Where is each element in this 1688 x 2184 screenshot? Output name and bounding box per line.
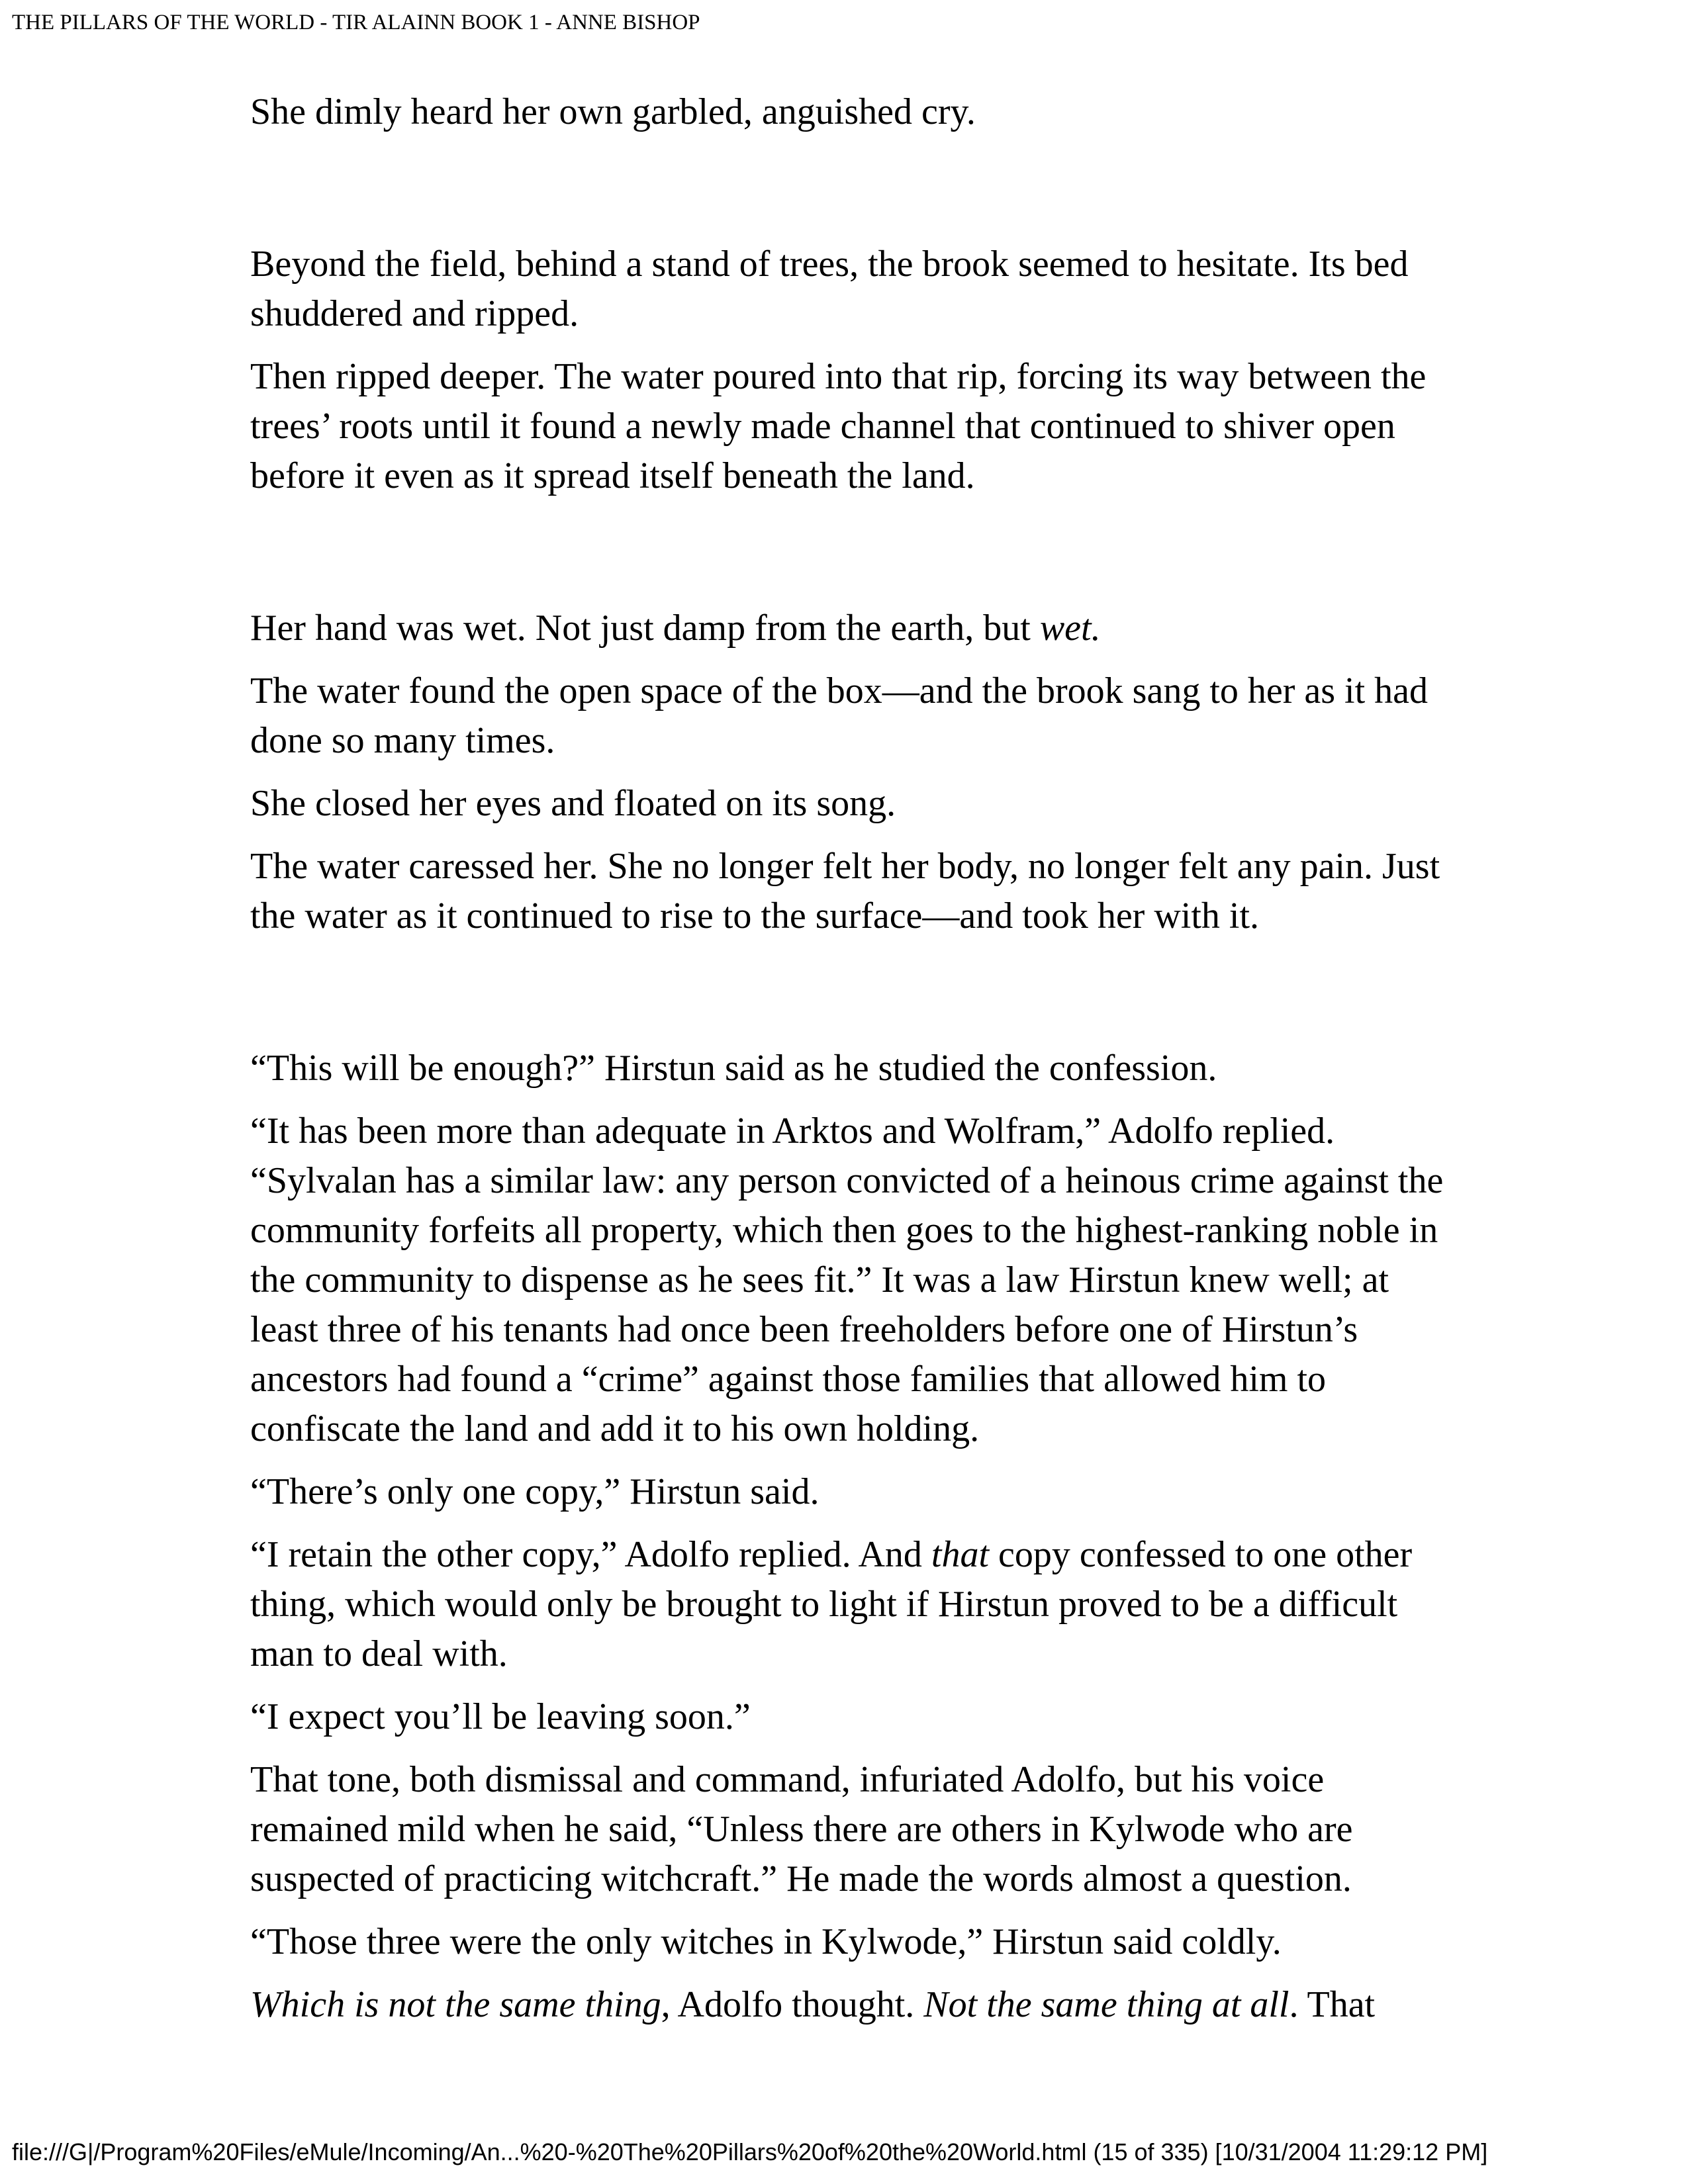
paragraph: “There’s only one copy,” Hirstun said. bbox=[250, 1471, 820, 1512]
section-break bbox=[250, 150, 1448, 240]
section-break bbox=[250, 514, 1448, 604]
emphasis: Which is not the same thing bbox=[250, 1984, 661, 2025]
running-header: THE PILLARS OF THE WORLD - TIR ALAINN BOOK 1 - ANNE BISHOP bbox=[12, 11, 700, 34]
paragraph: “I expect you’ll be leaving soon.” bbox=[250, 1696, 751, 1737]
emphasis: wet. bbox=[1039, 608, 1101, 649]
text-run: “I retain the other copy,” Adolfo replied. And bbox=[250, 1534, 931, 1575]
paragraph bbox=[250, 1980, 1448, 2030]
paragraph bbox=[250, 1530, 1448, 1679]
emphasis: Not the same thing at all bbox=[923, 1984, 1289, 2025]
paragraph: She closed her eyes and floated on its song. bbox=[250, 783, 896, 824]
emphasis: that bbox=[931, 1534, 990, 1575]
paragraph: That tone, both dismissal and command, infuriated Adolfo, but his voice remained mild when he said, “Unless there are others in Kylwode who are suspected of practicing witchcraft.” He made the words almost a question. bbox=[250, 1759, 1353, 1899]
paragraph: Beyond the field, behind a stand of trees, the brook seemed to hesitate. Its bed shuddered and ripped. bbox=[250, 244, 1409, 334]
page-body bbox=[250, 87, 1448, 2043]
text-run: Her hand was wet. Not just damp from the earth, but bbox=[250, 608, 1040, 649]
paragraph: Then ripped deeper. The water poured into that rip, forcing its way between the trees’ roots until it found a newly made channel that continued to shiver open before it even as it spread itself beneath the land. bbox=[250, 356, 1427, 496]
paragraph: The water caressed her. She no longer felt her body, no longer felt any pain. Just the water as it continued to rise to the surface—and took her with it. bbox=[250, 846, 1440, 936]
file-path-footer: file:///G|/Program%20Files/eMule/Incoming/An...%20-%20The%20Pillars%20of%20the%20World.html (15 of 335) [10/31/2004 11:29:12 PM] bbox=[12, 2138, 1488, 2165]
paragraph: “This will be enough?” Hirstun said as he studied the confession. bbox=[250, 1048, 1217, 1089]
paragraph: “It has been more than adequate in Arktos and Wolfram,” Adolfo replied. “Sylvalan has a similar law: any person convicted of a heinous crime against the community forfeits all property, which then goes to the highest-ranking noble in the community to dispense as he sees fit.” It was a law Hirstun knew well; at least three of his tenants had once been freeholders before one of Hirstun’s ancestors had found a “crime” against those families that allowed him to confiscate the land and add it to his own holding. bbox=[250, 1111, 1444, 1449]
paragraph: She dimly heard her own garbled, anguished cry. bbox=[250, 91, 976, 132]
text-run: copy confessed to one other thing, which would only be brought to light if Hirstun proved to be a difficult man to deal with. bbox=[250, 1534, 1413, 1674]
paragraph: The water found the open space of the box—and the brook sang to her as it had done so many times. bbox=[250, 670, 1429, 761]
section-break bbox=[250, 954, 1448, 1044]
text-run: , Adolfo thought. bbox=[661, 1984, 924, 2025]
paragraph: “Those three were the only witches in Kylwode,” Hirstun said coldly. bbox=[250, 1921, 1282, 1962]
paragraph bbox=[250, 604, 1448, 653]
text-run: . That bbox=[1289, 1984, 1376, 2025]
